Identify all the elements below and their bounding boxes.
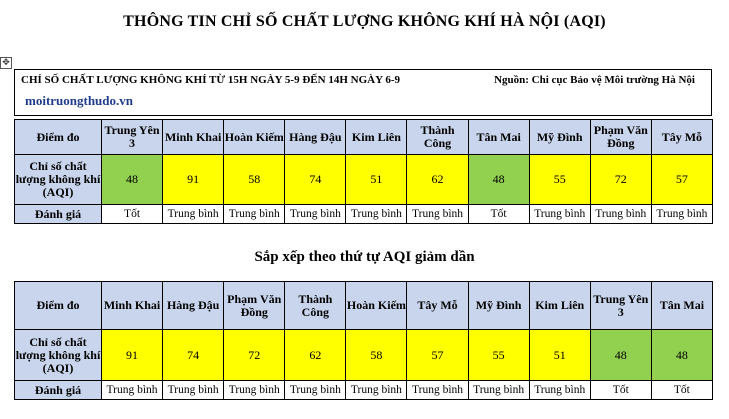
page-title: THÔNG TIN CHỈ SỐ CHẤT LƯỢNG KHÔNG KHÍ HÀ NỘI (AQI)	[123, 13, 606, 30]
row-label-station: Điểm đo	[15, 282, 102, 330]
rating-value: Trung bình	[346, 205, 407, 224]
row-label-rating: Đánh giá	[15, 381, 102, 400]
aqi-value: 74	[163, 330, 224, 381]
station-name: Tây Mỗ	[651, 120, 712, 155]
info-box	[14, 69, 712, 116]
aqi-value: 72	[224, 330, 285, 381]
rating-value: Tốt	[102, 205, 163, 224]
station-name: Kim Liên	[346, 120, 407, 155]
station-name: Trung Yên 3	[590, 282, 651, 330]
rating-row	[15, 381, 713, 400]
aqi-value: 48	[468, 155, 529, 205]
station-name: Hoàn Kiếm	[346, 282, 407, 330]
station-name: Minh Khai	[102, 282, 163, 330]
aqi-value-row	[15, 155, 713, 205]
aqi-value: 55	[468, 330, 529, 381]
table-move-handle-icon[interactable]: ✥	[0, 57, 12, 69]
station-name: Phạm Văn Đồng	[224, 282, 285, 330]
station-name: Mỹ Đình	[529, 120, 590, 155]
aqi-value: 62	[285, 330, 346, 381]
station-header-row	[15, 282, 713, 330]
aqi-value: 48	[651, 330, 712, 381]
aqi-value: 57	[651, 155, 712, 205]
station-name: Thành Công	[407, 120, 468, 155]
station-name: Tây Mỗ	[407, 282, 468, 330]
aqi-value: 58	[224, 155, 285, 205]
website-link[interactable]: moitruongthudo.vn	[25, 93, 133, 108]
rating-value: Tốt	[590, 381, 651, 400]
station-name: Phạm Văn Đồng	[590, 120, 651, 155]
aqi-value-row	[15, 330, 713, 381]
aqi-value: 51	[529, 330, 590, 381]
aqi-value: 62	[407, 155, 468, 205]
station-name: Tân Mai	[468, 120, 529, 155]
aqi-value: 48	[590, 330, 651, 381]
rating-value: Trung bình	[163, 205, 224, 224]
rating-value: Trung bình	[651, 205, 712, 224]
aqi-table-by-station	[14, 119, 713, 224]
aqi-value: 91	[102, 330, 163, 381]
row-label-aqi: Chỉ số chất lượng không khí (AQI)	[15, 330, 102, 381]
aqi-table-sorted	[14, 281, 713, 400]
rating-value: Trung bình	[224, 205, 285, 224]
info-heading: CHỈ SỐ CHẤT LƯỢNG KHÔNG KHÍ TỪ 15H NGÀY 5-9 ĐẾN 14H NGÀY 6-9	[21, 74, 401, 86]
station-name: Minh Khai	[163, 120, 224, 155]
rating-value: Trung bình	[529, 381, 590, 400]
station-header-row	[15, 120, 713, 155]
aqi-value: 57	[407, 330, 468, 381]
aqi-value: 55	[529, 155, 590, 205]
rating-value: Trung bình	[102, 381, 163, 400]
aqi-value: 48	[102, 155, 163, 205]
aqi-value: 91	[163, 155, 224, 205]
rating-value: Tốt	[651, 381, 712, 400]
station-name: Tân Mai	[651, 282, 712, 330]
rating-value: Tốt	[468, 205, 529, 224]
rating-row	[15, 205, 713, 224]
sorted-section-title: Sắp xếp theo thứ tự AQI giảm dần	[254, 249, 475, 265]
row-label-station: Điểm đo	[15, 120, 102, 155]
rating-value: Trung bình	[407, 205, 468, 224]
station-name: Hoàn Kiếm	[224, 120, 285, 155]
station-name: Thành Công	[285, 282, 346, 330]
data-source: Nguồn: Chi cục Bảo vệ Môi trường Hà Nội	[494, 74, 695, 86]
station-name: Trung Yên 3	[102, 120, 163, 155]
row-label-aqi: Chỉ số chất lượng không khí (AQI)	[15, 155, 102, 205]
rating-value: Trung bình	[163, 381, 224, 400]
aqi-value: 51	[346, 155, 407, 205]
station-name: Hàng Đậu	[163, 282, 224, 330]
aqi-value: 74	[285, 155, 346, 205]
aqi-value: 72	[590, 155, 651, 205]
rating-value: Trung bình	[285, 205, 346, 224]
rating-value: Trung bình	[407, 381, 468, 400]
rating-value: Trung bình	[285, 381, 346, 400]
rating-value: Trung bình	[590, 205, 651, 224]
rating-value: Trung bình	[468, 381, 529, 400]
rating-value: Trung bình	[346, 381, 407, 400]
station-name: Kim Liên	[529, 282, 590, 330]
aqi-value: 58	[346, 330, 407, 381]
rating-value: Trung bình	[224, 381, 285, 400]
row-label-rating: Đánh giá	[15, 205, 102, 224]
rating-value: Trung bình	[529, 205, 590, 224]
station-name: Mỹ Đình	[468, 282, 529, 330]
station-name: Hàng Đậu	[285, 120, 346, 155]
